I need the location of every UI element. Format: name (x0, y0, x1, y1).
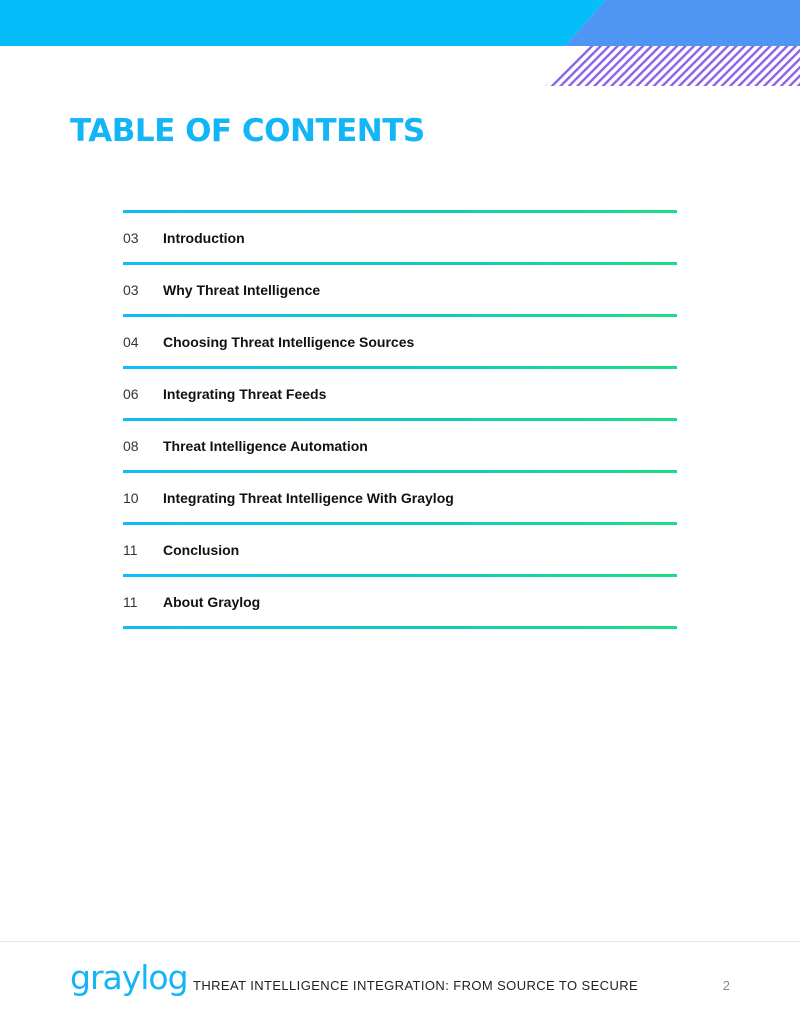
purple-stripe-band (545, 46, 800, 86)
toc-page-number: 11 (123, 593, 138, 610)
graylog-logo (70, 958, 188, 1004)
toc-page-number: 11 (123, 541, 138, 558)
toc-entry-label: Conclusion (163, 541, 240, 558)
toc-entry-label: Integrating Threat Feeds (163, 385, 327, 402)
toc-page-number: 10 (123, 489, 139, 506)
footer-document-title: THREAT INTELLIGENCE INTEGRATION: FROM SOURCE TO SECURE (193, 978, 639, 993)
toc-entry[interactable] (123, 213, 677, 262)
toc-page-number: 03 (123, 281, 139, 298)
toc-page-number: 06 (123, 385, 139, 402)
cyan-top-bar (0, 0, 606, 46)
toc-entry-label: About Graylog (163, 593, 261, 610)
toc-entry[interactable] (123, 317, 677, 366)
page-title: TABLE OF CONTENTS (70, 113, 425, 149)
toc-entry-label: Introduction (163, 229, 245, 246)
toc-page-number: 03 (123, 229, 139, 246)
toc-page-number: 04 (123, 333, 139, 350)
toc-entry-label: Threat Intelligence Automation (163, 437, 368, 454)
page-number: 2 (722, 978, 730, 993)
blue-stripe-band (565, 0, 800, 46)
header-band-graphic (0, 0, 800, 86)
header-band (0, 0, 800, 86)
toc-entry[interactable] (123, 369, 677, 418)
toc-page-number: 08 (123, 437, 139, 454)
toc-entry-label: Why Threat Intelligence (163, 281, 321, 298)
toc-entry[interactable] (123, 577, 677, 626)
toc-list (123, 210, 677, 629)
toc-entry[interactable] (123, 525, 677, 574)
footer-divider (0, 941, 800, 942)
toc-entry[interactable] (123, 421, 677, 470)
toc-entry-label: Choosing Threat Intelligence Sources (163, 333, 415, 350)
toc-entry[interactable] (123, 265, 677, 314)
toc-entry[interactable] (123, 473, 677, 522)
toc-entry-label: Integrating Threat Intelligence With Graylog (163, 489, 454, 506)
logo-wordmark: graylog (70, 958, 188, 997)
toc-divider (123, 626, 677, 629)
